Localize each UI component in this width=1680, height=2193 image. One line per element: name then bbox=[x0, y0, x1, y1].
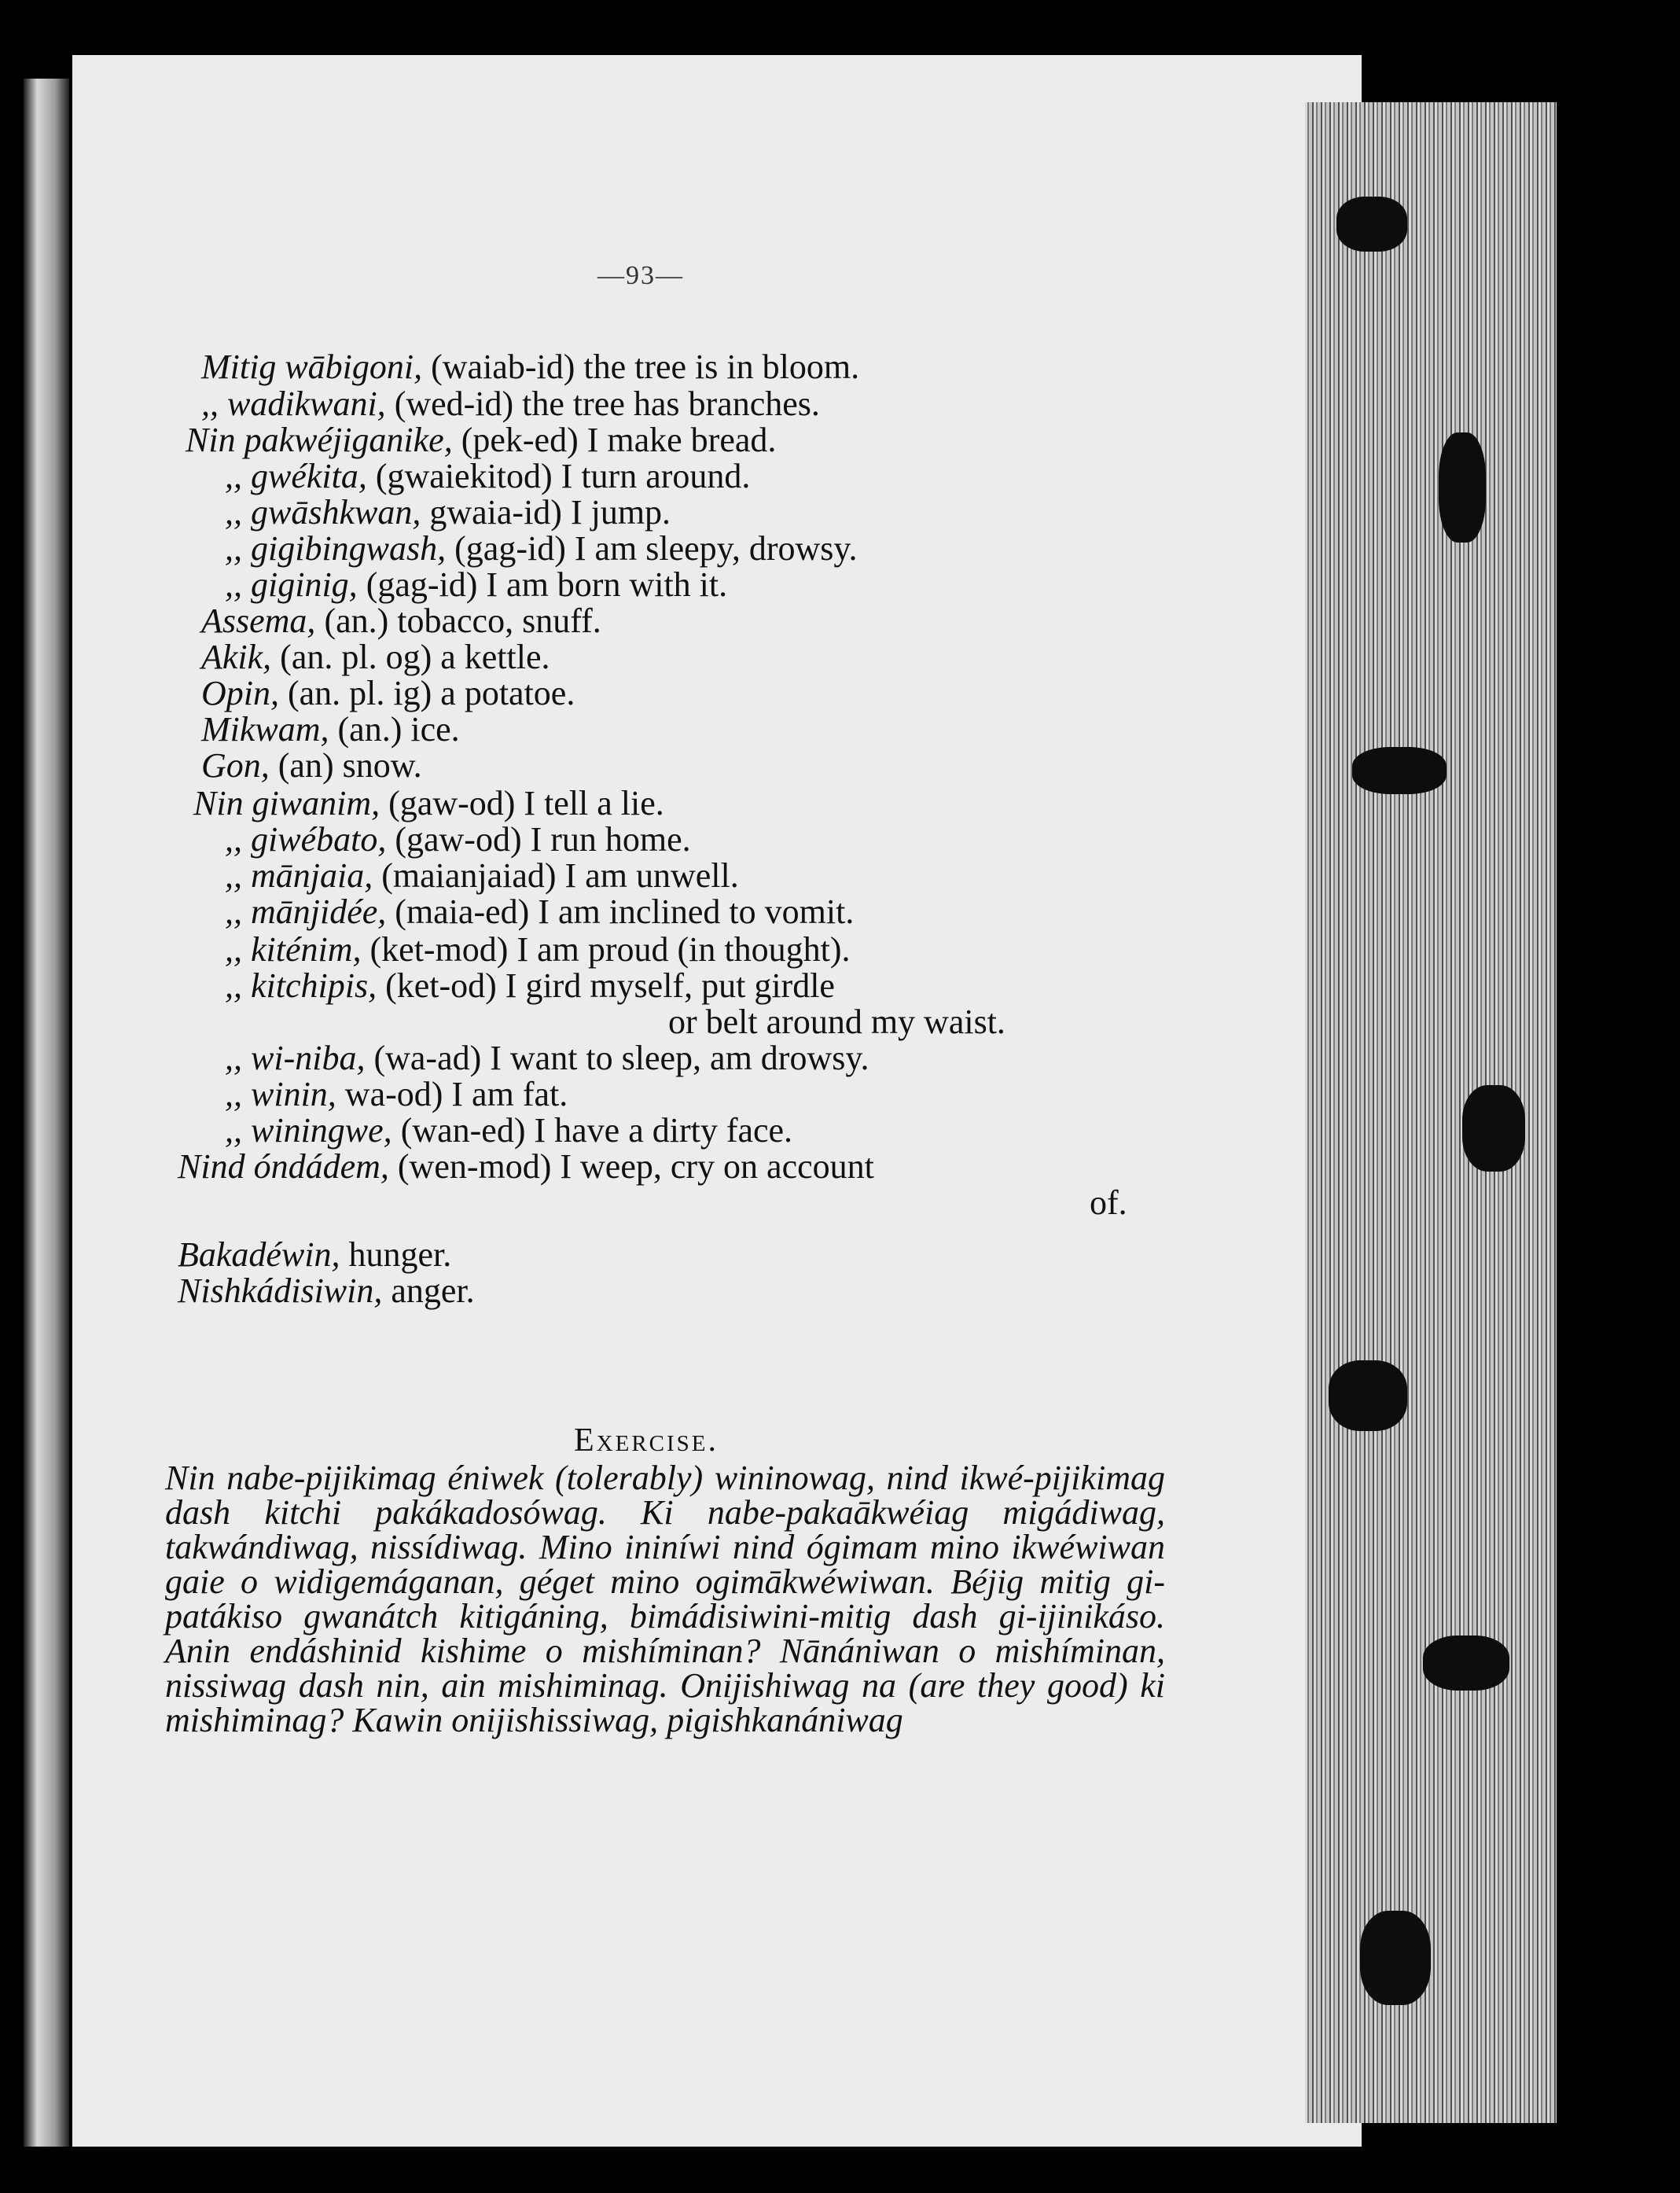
vocab-word: Mikwam, bbox=[201, 710, 338, 749]
vocab-entry bbox=[201, 387, 820, 421]
vocab-gloss: (gaw-od) I tell a lie. bbox=[388, 784, 664, 822]
vocab-entry bbox=[225, 892, 855, 931]
vocab-gloss: (waiab-id) the tree is in bloom. bbox=[431, 348, 860, 386]
vocab-word: Nishkádisiwin, bbox=[178, 1271, 392, 1310]
vocab-entry bbox=[201, 640, 550, 675]
vocab-word: Akik, bbox=[201, 638, 281, 676]
vocab-word: ,, winingwe, bbox=[225, 1111, 401, 1150]
vocab-word: ,, wadikwani, bbox=[201, 385, 395, 423]
vocab-entry bbox=[193, 786, 664, 821]
vocab-entry bbox=[225, 495, 671, 530]
vocab-gloss: (gaw-od) I run home. bbox=[395, 820, 691, 859]
vocab-word: ,, giwébato, bbox=[225, 820, 395, 859]
vocab-entry bbox=[178, 1235, 452, 1274]
vocab-gloss: anger. bbox=[391, 1271, 475, 1310]
vocab-gloss: or belt around my waist. bbox=[668, 1003, 1005, 1041]
vocab-word: ,, mānjidée, bbox=[225, 892, 395, 931]
vocab-word: Nin giwanim, bbox=[193, 784, 389, 822]
vocab-gloss: (an.) tobacco, snuff. bbox=[324, 602, 601, 640]
vocab-gloss: (wan-ed) I have a dirty face. bbox=[400, 1111, 793, 1150]
vocab-word: Nin pakwéjiganike, bbox=[186, 421, 461, 459]
vocab-word: ,, kitchipis, bbox=[225, 966, 386, 1005]
vocab-gloss: (an. pl. ig) a potatoe. bbox=[288, 674, 575, 712]
vocab-gloss: (ket-od) I gird myself, put girdle bbox=[385, 966, 835, 1005]
vocab-entry bbox=[668, 1005, 1005, 1039]
vocab-gloss: (wa-ad) I want to sleep, am drowsy. bbox=[373, 1039, 869, 1077]
exercise-text: Nin nabe-pijikimag éniwek (tolerably) wininowag, nind ikwé-pijikimag dash kitchi pakákadosówag. Ki nabe-pakaākwéiag migádiwag, takwándiwag, nissídiwag. Mino ininíwi nind ógimam mino ikwéwiwan gaie o widigemáganan, géget mino ogimākwéwiwan. Béjig mitig gi-patákiso gwanátch kitigáning, bimádisiwini-mitig dash gi-ijinikáso. Anin endáshinid kishime o mishíminan? Nānániwan o mishíminan, nissiwag dash nin, ain mishiminag. Onijishiwag na (are they good) ki mishiminag? Kawin onijishissiwag, pigishkanániwag bbox=[165, 1459, 1165, 1739]
vocab-entry bbox=[225, 966, 835, 1005]
vocab-entry bbox=[225, 1041, 869, 1076]
vocab-word: ,, wi-niba, bbox=[225, 1039, 374, 1077]
vocab-gloss: (an. pl. og) a kettle. bbox=[280, 638, 550, 676]
vocab-entry bbox=[225, 1077, 568, 1112]
vocab-word: Mitig wābigoni, bbox=[201, 348, 432, 386]
vocab-entry bbox=[225, 856, 739, 895]
vocab-word: ,, kiténim, bbox=[225, 930, 370, 969]
edge-stain bbox=[1360, 1911, 1431, 2005]
vocab-entry bbox=[178, 1147, 874, 1186]
vocab-word: ,, gigibingwash, bbox=[225, 529, 455, 568]
vocab-entry bbox=[225, 565, 728, 604]
vocab-entry bbox=[225, 822, 691, 857]
vocab-gloss: wa-od) I am fat. bbox=[344, 1075, 568, 1113]
vocab-word: ,, gwékita, bbox=[225, 457, 376, 495]
vocab-word: ,, winin, bbox=[225, 1075, 345, 1113]
vocab-word: Gon, bbox=[201, 746, 278, 785]
vocab-gloss: (wen-mod) I weep, cry on account bbox=[397, 1147, 874, 1186]
vocab-entry bbox=[178, 1271, 475, 1310]
vocab-entry bbox=[201, 712, 460, 747]
vocab-word: Nind óndádem, bbox=[178, 1147, 398, 1186]
vocab-word: Assema, bbox=[201, 602, 325, 640]
vocab-word: ,, mānjaia, bbox=[225, 856, 382, 895]
exercise-heading: Exercise. bbox=[574, 1422, 719, 1459]
vocab-word: ,, giginig, bbox=[225, 565, 366, 604]
vocab-gloss: of. bbox=[1090, 1183, 1127, 1222]
vocab-word: ,, gwāshkwan, bbox=[225, 493, 430, 532]
vocab-gloss: (an) snow. bbox=[278, 746, 422, 785]
vocab-entry bbox=[201, 746, 422, 785]
vocab-gloss: hunger. bbox=[348, 1235, 452, 1274]
vocab-entry bbox=[1090, 1183, 1127, 1222]
vocab-entry bbox=[186, 423, 776, 458]
edge-stain bbox=[1336, 197, 1407, 252]
vocab-word: Opin, bbox=[201, 674, 288, 712]
vocab-entry bbox=[225, 930, 851, 969]
vocab-gloss: (gag-id) I am born with it. bbox=[366, 565, 728, 604]
edge-stain bbox=[1439, 432, 1486, 543]
vocab-gloss: (pek-ed) I make bread. bbox=[461, 421, 777, 459]
vocab-entry bbox=[225, 1113, 792, 1148]
vocab-gloss: (gwaiekitod) I turn around. bbox=[375, 457, 751, 495]
edge-stain bbox=[1462, 1085, 1525, 1172]
vocab-entry bbox=[225, 459, 750, 494]
vocab-gloss: (wed-id) the tree has branches. bbox=[394, 385, 820, 423]
page-number: —93— bbox=[597, 261, 684, 290]
vocab-gloss: (maia-ed) I am inclined to vomit. bbox=[395, 892, 855, 931]
vocab-gloss: gwaia-id) I jump. bbox=[429, 493, 671, 532]
vocab-entry bbox=[201, 676, 575, 711]
vocab-word: Bakadéwin, bbox=[178, 1235, 349, 1274]
vocab-entry bbox=[225, 529, 858, 568]
vocab-entry bbox=[201, 604, 601, 638]
vocab-gloss: (an.) ice. bbox=[337, 710, 460, 749]
edge-stain bbox=[1352, 747, 1447, 794]
vocab-gloss: (maianjaiad) I am unwell. bbox=[381, 856, 739, 895]
page-edge-right bbox=[1305, 102, 1557, 2123]
vocab-entry bbox=[201, 350, 859, 385]
vocab-gloss: (gag-id) I am sleepy, drowsy. bbox=[454, 529, 858, 568]
edge-stain bbox=[1329, 1360, 1407, 1431]
edge-stain bbox=[1423, 1636, 1509, 1691]
left-page-edge bbox=[24, 79, 69, 2147]
vocab-gloss: (ket-mod) I am proud (in thought). bbox=[369, 930, 851, 969]
